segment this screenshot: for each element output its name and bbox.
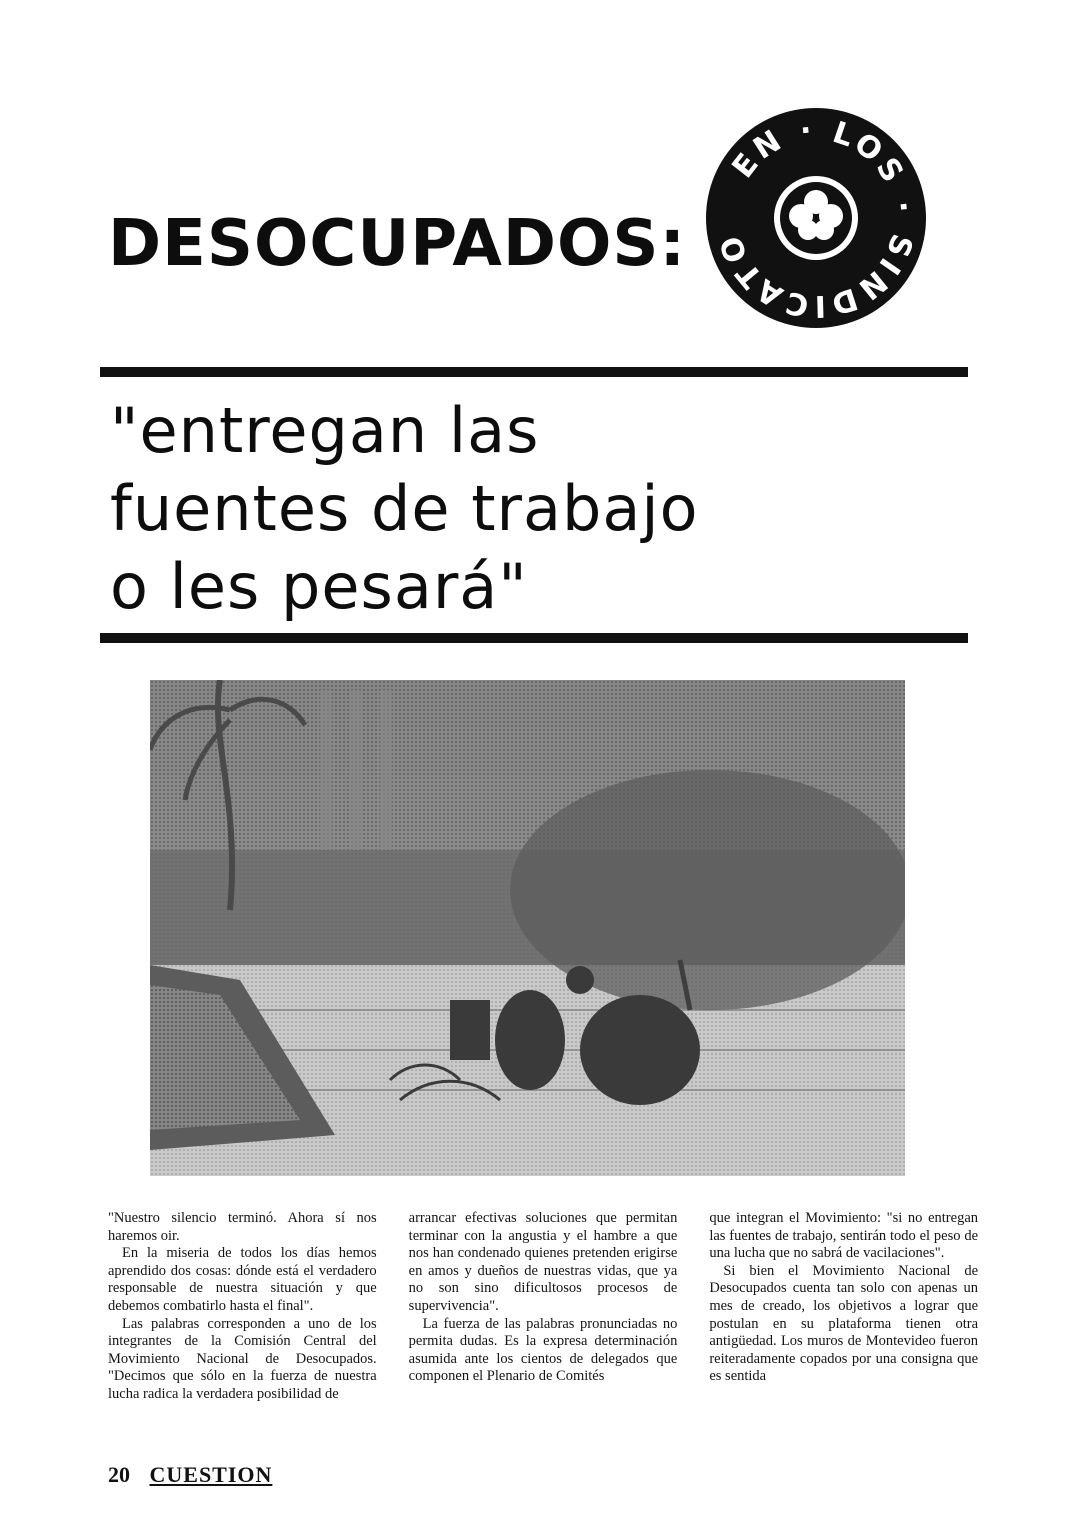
headline (110, 392, 930, 626)
article-column-2 (409, 1210, 678, 1440)
paragraph: arrancar efectivas soluciones que permitan terminar con la angustia y el hambre a que nos han condenado quienes pretenden erigirse en amos y dueños de nuestras vidas, que ya no son sino dificultosos procesos de supervivencia". (408, 1210, 678, 1314)
paragraph: En la miseria de todos los días hemos aprendido dos cosas: dónde está el verdadero responsable de nuestra situación y que debemos combatirlo hasta el final". (108, 1245, 377, 1314)
paragraph: que integran el Movimiento: "si no entregan las fuentes de trabajo, sentirán todo el peso de una lucha que no sabrá de vacilaciones". (709, 1210, 979, 1262)
crowd-photo-icon (150, 680, 905, 1176)
paragraph: La fuerza de las palabras pronunciadas no permita dudas. Es la expresa determinación asumida ante los cientos de delegados que componen el Plenario de Comités (408, 1315, 678, 1385)
article-column-3 (709, 1210, 978, 1440)
page-footer (108, 1462, 272, 1488)
article-column-1 (108, 1210, 377, 1440)
bottom-rule (100, 633, 968, 643)
paragraph: Si bien el Movimiento Nacional de Desocupados cuenta tan solo con apenas un mes de creado, los objetivos a lograr que postulan en su plataforma tienen otra antigüedad. Los muros de Montevideo fueron reiteradamente copados por una consigna que es sentida (709, 1262, 979, 1385)
paragraph: Las palabras corresponden a uno de los integrantes de la Comisión Central del Movimiento Nacional de Desocupados. "Decimos que sólo en la fuerza de nuestra lucha radica la verdadera posibilidad de (108, 1315, 377, 1402)
page-number: 20 (108, 1462, 130, 1487)
headline-line: fuentes de trabajo (110, 472, 699, 545)
magazine-name: CUESTION (149, 1462, 273, 1487)
top-rule (100, 367, 968, 377)
sindicatos-stamp-icon (704, 106, 928, 330)
paragraph: "Nuestro silencio terminó. Ahora sí nos haremos oir. (108, 1210, 377, 1244)
headline-line: o les pesará" (110, 550, 528, 623)
stamp-text: EN · LOS · SINDICATO (712, 112, 922, 324)
article-body (108, 1210, 978, 1440)
headline-line: "entregan las (110, 394, 540, 467)
section-kicker: DESOCUPADOS: (108, 207, 687, 281)
